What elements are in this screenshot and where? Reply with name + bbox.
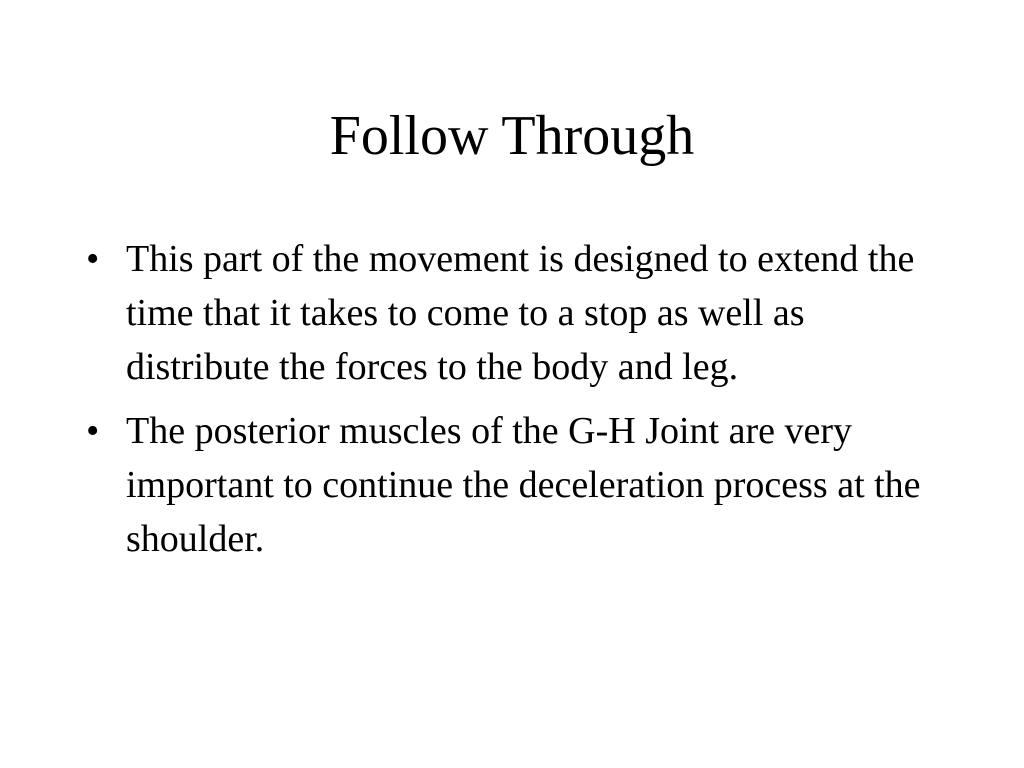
- bullet-list: [86, 232, 946, 576]
- slide-title: Follow Through: [329, 105, 695, 167]
- bullet-text: The posterior muscles of the G-H Joint are very important to continue the deceleration process at the shoulder.: [126, 410, 921, 560]
- bullet-icon: •: [86, 238, 100, 280]
- bullet-item: [86, 404, 946, 566]
- bullet-text: This part of the movement is designed to extend the time that it takes to come to a stop as well as distribute the forces to the body and leg.: [126, 238, 915, 388]
- bullet-icon: •: [86, 410, 100, 452]
- bullet-item: [86, 232, 946, 394]
